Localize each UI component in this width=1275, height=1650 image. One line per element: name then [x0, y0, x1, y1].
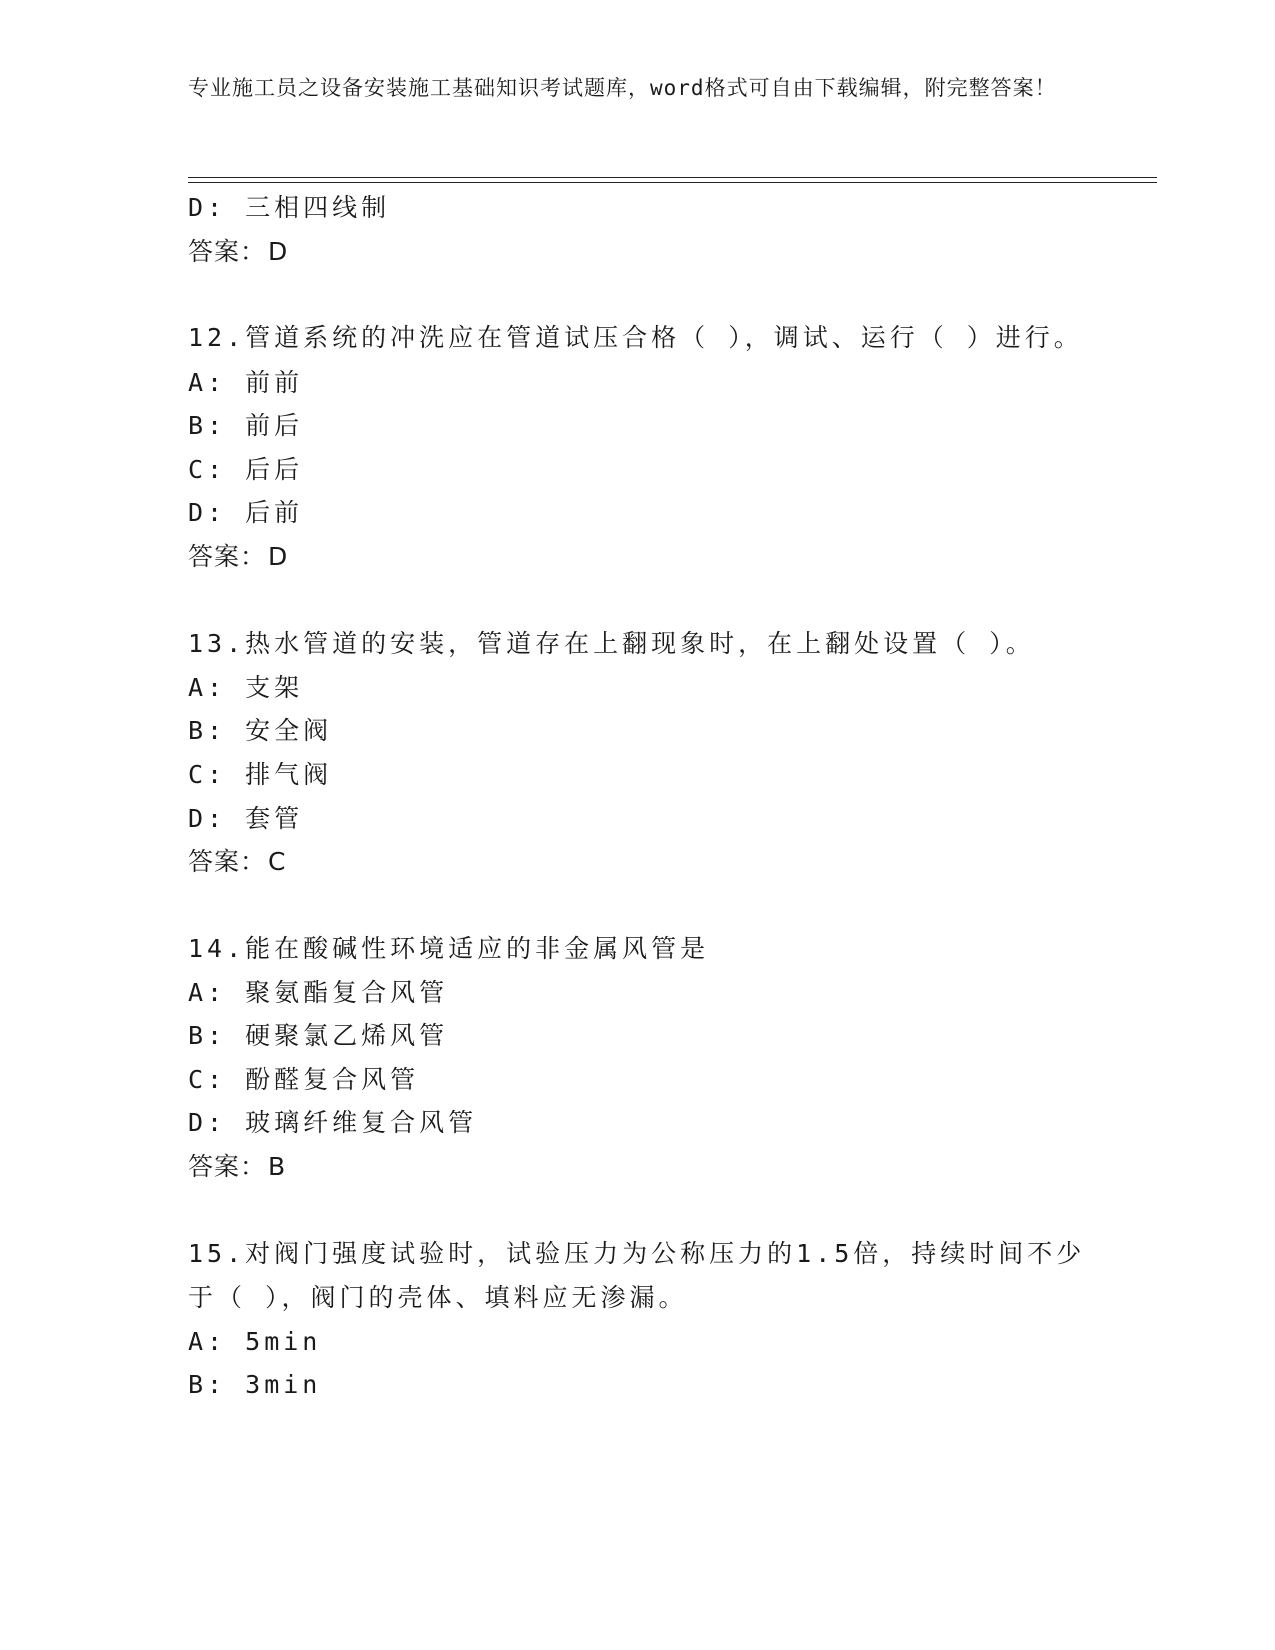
option-d: D: 三相四线制: [188, 193, 391, 222]
answer-label: 答案：: [188, 237, 267, 266]
option-a: A: 聚氨酯复合风管: [188, 978, 449, 1007]
option-d: D: 套管: [188, 804, 304, 833]
option-b: B: 3min: [188, 1370, 322, 1399]
answer-line: [188, 1151, 286, 1183]
option-c: C: 酚醛复合风管: [188, 1065, 420, 1094]
answer-label: 答案：: [188, 847, 267, 876]
answer-line: [188, 236, 288, 268]
answer-line: [188, 541, 288, 573]
answer-line: [188, 846, 286, 878]
option-b: B: 硬聚氯乙烯风管: [188, 1021, 449, 1050]
question-stem-continued: 于（ ），阀门的壳体、填料应无渗漏。: [188, 1283, 688, 1312]
option-a: A: 5min: [188, 1327, 322, 1356]
option-d: D: 玻璃纤维复合风管: [188, 1108, 478, 1137]
header-divider-top: [188, 177, 1157, 178]
answer-value: C: [268, 847, 287, 876]
option-b: B: 前后: [188, 411, 304, 440]
header-divider-bottom: [188, 182, 1157, 183]
option-c: C: 排气阀: [188, 760, 333, 789]
answer-value: B: [268, 1152, 287, 1181]
option-c: C: 后后: [188, 455, 304, 484]
answer-label: 答案：: [188, 1152, 267, 1181]
answer-value: D: [268, 237, 289, 266]
answer-label: 答案：: [188, 542, 267, 571]
page-header: 专业施工员之设备安装施工基础知识考试题库，word格式可自由下载编辑，附完整答案！: [188, 76, 1057, 100]
question-stem: 13.热水管道的安装，管道存在上翻现象时，在上翻处设置（ ）。: [188, 629, 1035, 658]
option-d: D: 后前: [188, 498, 304, 527]
option-a: A: 前前: [188, 368, 304, 397]
question-stem: 12.管道系统的冲洗应在管道试压合格（ ），调试、运行（ ）进行。: [188, 323, 1083, 352]
question-stem: 14.能在酸碱性环境适应的非金属风管是: [188, 934, 710, 963]
option-b: B: 安全阀: [188, 716, 333, 745]
question-stem: 15.对阀门强度试验时，试验压力为公称压力的1.5倍，持续时间不少: [188, 1239, 1086, 1268]
option-a: A: 支架: [188, 673, 304, 702]
answer-value: D: [268, 542, 289, 571]
